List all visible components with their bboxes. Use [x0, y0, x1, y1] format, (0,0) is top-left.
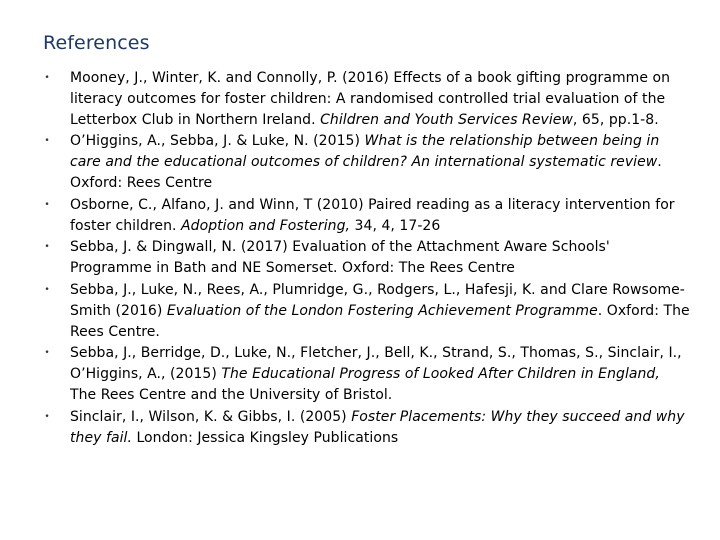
bullet-icon: • [44, 284, 50, 295]
reference-italic: Children and Youth Services Review [320, 111, 573, 128]
reference-text: Sebba, J., Luke, N., Rees, A., Plumridge, G., Rodgers, L., Hafesji, K. and Clare Rowsome-Smith (2016) [70, 281, 685, 319]
reference-text: Sebba, J. & Dingwall, N. (2017) Evaluation of the Attachment Aware Schools' Programme in Bath and NE Somerset. Oxford: The Rees Centre [70, 239, 610, 277]
list-item [40, 343, 690, 405]
page-title: References [43, 32, 150, 54]
bullet-icon: • [44, 73, 50, 83]
reference-text: . Oxford: The Rees Centre. [70, 302, 690, 340]
bullet-icon: • [44, 199, 50, 210]
reference-text: . Oxford: Rees Centre [70, 154, 662, 191]
reference-text: , 65, pp.1-8. [572, 111, 659, 128]
reference-italic: The Educational Progress of Looked After Children in England, [221, 366, 660, 383]
reference-text: Osborne, C., Alfano, J. and Winn, T (2010) Paired reading as a literacy intervention for foster children. [70, 196, 675, 234]
bullet-icon: • [44, 348, 50, 359]
list-item [40, 280, 690, 342]
reference-text: O’Higgins, A., Sebba, J. & Luke, N. (2015) [70, 133, 365, 150]
reference-text: The Rees Centre and the University of Bristol. [70, 386, 393, 403]
reference-italic: Adoption and Fostering, [181, 217, 351, 234]
references-list [40, 68, 690, 449]
list-item [40, 68, 690, 130]
bullet-icon: • [44, 242, 50, 253]
list-item [40, 407, 690, 449]
reference-text: London: Jessica Kingsley Publications [131, 429, 399, 446]
reference-italic: Foster Placements: Why they succeed and why they fail. [70, 408, 685, 446]
reference-italic: What is the relationship between being in care and the educational outcomes of children? An international systematic review [70, 133, 660, 171]
list-item [40, 131, 690, 193]
reference-text: 34, 4, 17-26 [350, 217, 441, 234]
reference-italic: Evaluation of the London Fostering Achievement Programme [166, 302, 598, 319]
bullet-icon: • [44, 136, 50, 147]
bullet-icon: • [44, 411, 50, 422]
reference-text: Sinclair, I., Wilson, K. & Gibbs, I. (2005) [70, 408, 352, 425]
reference-text: Sebba, J., Berridge, D., Luke, N., Fletcher, J., Bell, K., Strand, S., Thomas, S., Sinclair, I., O’Higgins, A., (2015) [70, 345, 682, 383]
list-item [40, 195, 690, 237]
reference-text: Mooney, J., Winter, K. and Connolly, P. (2016) Effects of a book gifting programme on literacy outcomes for foster children: A randomised controlled trial evaluation of the Letterbox Club in Northern Ireland. [70, 70, 671, 128]
list-item [40, 237, 690, 279]
